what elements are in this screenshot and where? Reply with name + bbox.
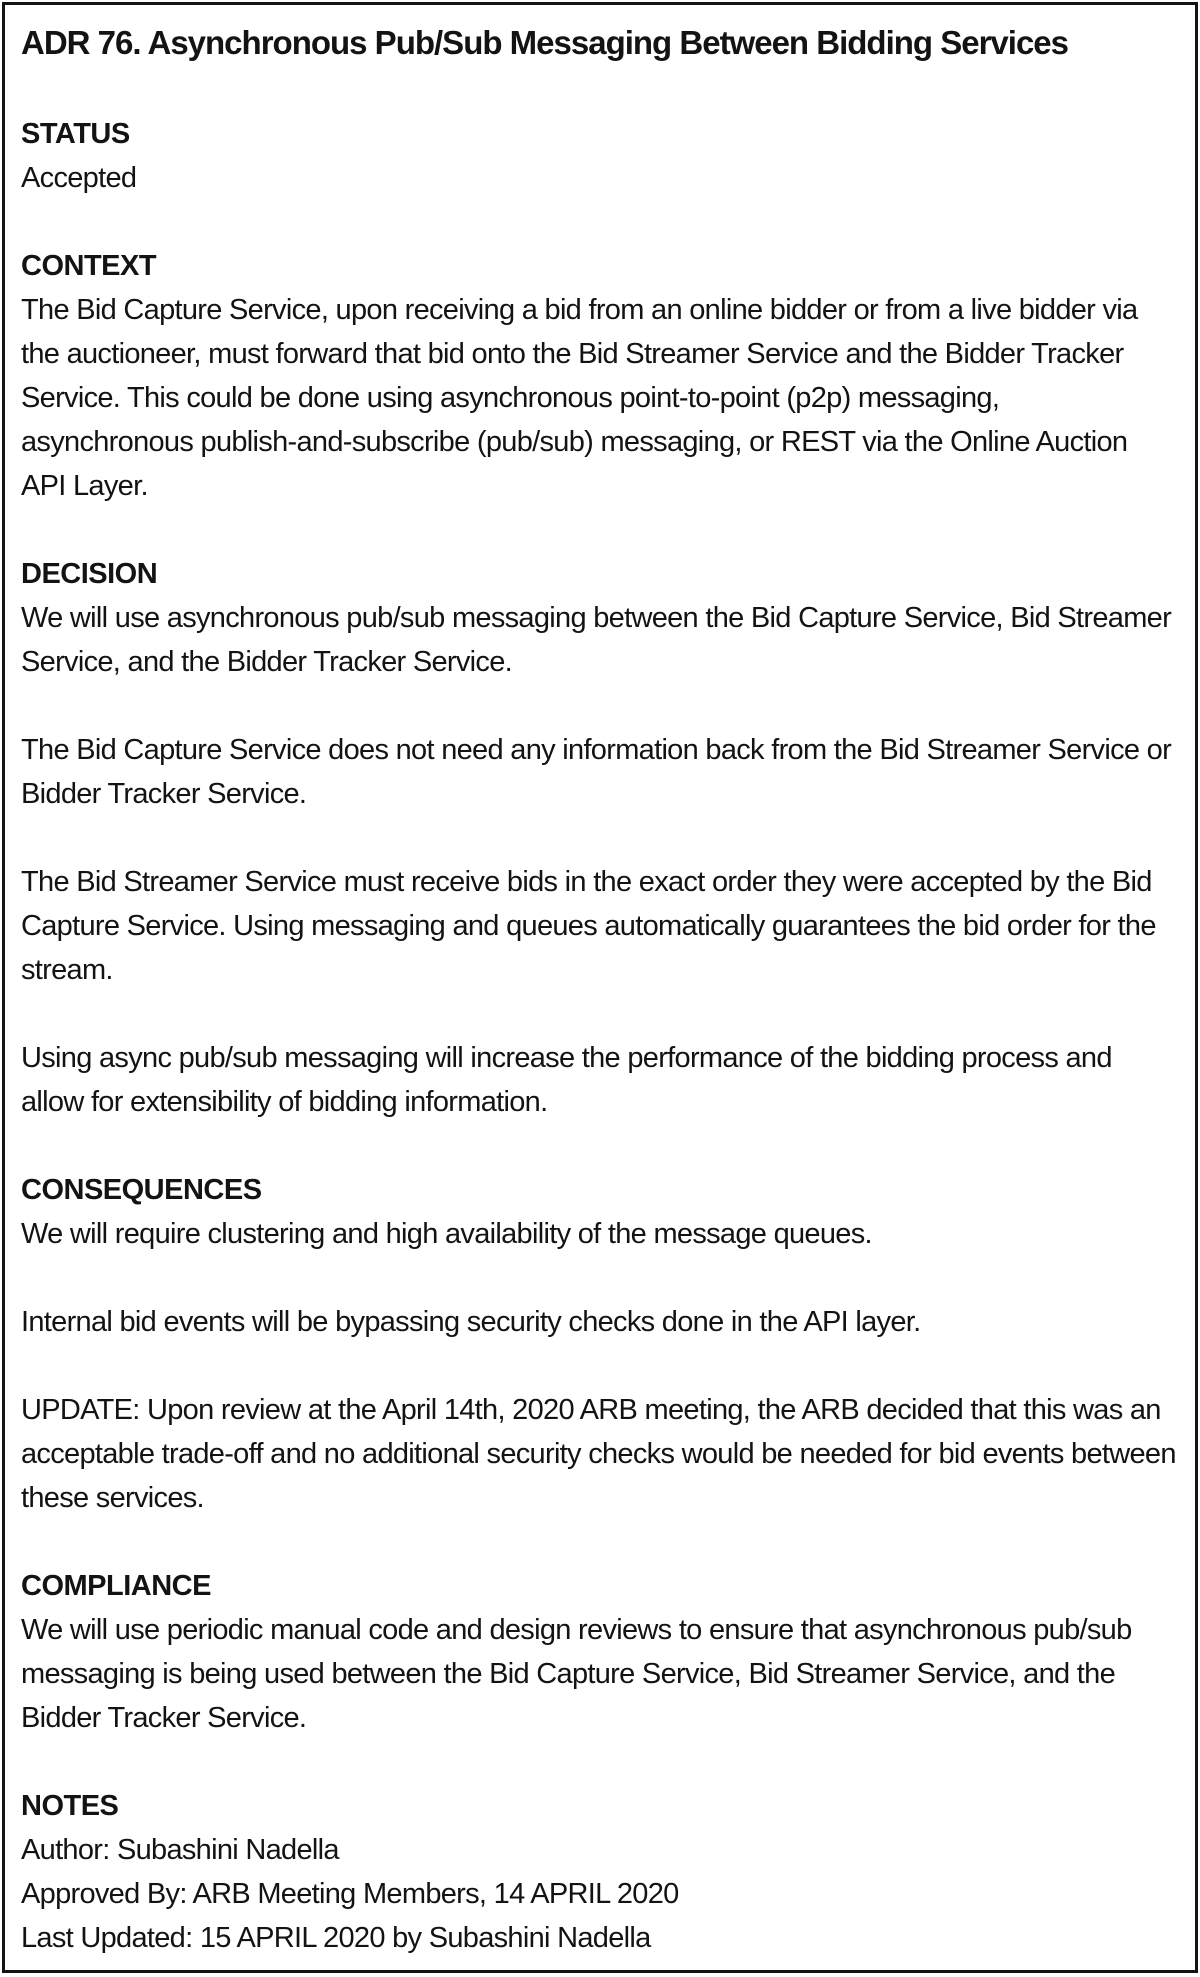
paragraph: Last Updated: 15 APRIL 2020 by Subashini Nadella bbox=[21, 1922, 651, 1954]
document-body bbox=[21, 112, 1177, 1960]
paragraph: The Bid Streamer Service must receive bids in the exact order they were accepted by the Bid Capture Service. Using messaging and queues automatically guarantees the bid order for the stream. bbox=[21, 866, 1156, 986]
paragraph: Accepted bbox=[21, 162, 137, 194]
section-paragraphs bbox=[21, 596, 1177, 1124]
section-heading: NOTES bbox=[21, 1790, 119, 1822]
paragraph: We will use periodic manual code and design reviews to ensure that asynchronous pub/sub messaging is being used between the Bid Capture Service, Bid Streamer Service, and the Bidder Tracker Service. bbox=[21, 1614, 1132, 1734]
document-section bbox=[21, 244, 1177, 508]
section-paragraphs bbox=[21, 1212, 1177, 1520]
section-paragraphs bbox=[21, 156, 1177, 200]
paragraph: We will use asynchronous pub/sub messaging between the Bid Capture Service, Bid Streamer Service, and the Bidder Tracker Service. bbox=[21, 602, 1172, 678]
paragraph: The Bid Capture Service, upon receiving a bid from an online bidder or from a live bidder via the auctioneer, must forward that bid onto the Bid Streamer Service and the Bidder Tracker Service. This could be done using asynchronous point-to-point (p2p) messaging, asynchronous publish-and-subscribe (pub/sub) messaging, or REST via the Online Auction API Layer. bbox=[21, 294, 1138, 502]
document-title: ADR 76. Asynchronous Pub/Sub Messaging Between Bidding Services bbox=[21, 24, 1069, 61]
section-heading: DECISION bbox=[21, 558, 158, 590]
section-paragraphs bbox=[21, 1828, 1177, 1960]
paragraph: Internal bid events will be bypassing security checks done in the API layer. bbox=[21, 1306, 921, 1338]
paragraph: Author: Subashini Nadella bbox=[21, 1834, 339, 1866]
document-section bbox=[21, 1168, 1177, 1520]
section-heading: CONSEQUENCES bbox=[21, 1174, 262, 1206]
document-section bbox=[21, 552, 1177, 1124]
document-section bbox=[21, 1784, 1177, 1960]
paragraph: UPDATE: Upon review at the April 14th, 2020 ARB meeting, the ARB decided that this was an acceptable trade-off and no additional security checks would be needed for bid events between these services. bbox=[21, 1394, 1176, 1514]
section-paragraphs bbox=[21, 288, 1177, 508]
adr-document-page bbox=[2, 2, 1198, 1973]
paragraph: Using async pub/sub messaging will increase the performance of the bidding process and allow for extensibility of bidding information. bbox=[21, 1042, 1112, 1118]
document-section bbox=[21, 1564, 1177, 1740]
section-heading: COMPLIANCE bbox=[21, 1570, 211, 1602]
paragraph: Approved By: ARB Meeting Members, 14 APRIL 2020 bbox=[21, 1878, 679, 1910]
section-heading: STATUS bbox=[21, 118, 130, 150]
section-paragraphs bbox=[21, 1608, 1177, 1740]
paragraph: We will require clustering and high availability of the message queues. bbox=[21, 1218, 872, 1250]
section-heading: CONTEXT bbox=[21, 250, 157, 282]
paragraph: The Bid Capture Service does not need any information back from the Bid Streamer Service or Bidder Tracker Service. bbox=[21, 734, 1172, 810]
document-section bbox=[21, 112, 1177, 200]
